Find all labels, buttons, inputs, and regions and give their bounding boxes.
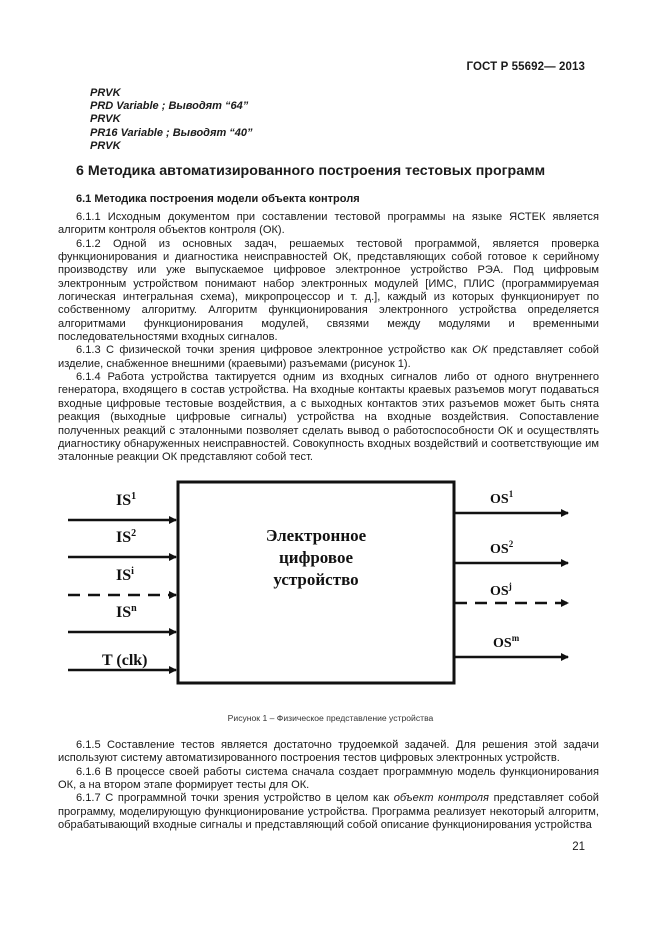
svg-text:OS1: $OS^1$	[490, 489, 514, 507]
code-line: PRVK	[90, 113, 121, 126]
figure-device-diagram	[0, 470, 661, 700]
clock-input-signal	[68, 652, 176, 670]
svg-text:T (clk): T (clk)	[102, 652, 148, 669]
paragraph-6-1-4: 6.1.4 Работа устройства тактируется одним из входных сигналов либо от одного внутреннего генератора, входящего в состав устройства. На входные контакты краевых разъемов могут подаваться входные цифровые тестовые воздействия, а с выходных контактов этих разъемов может быть снята реакция (выходные цифровые сигналы) устройства на входные воздействия. Сопоставление полученных реакций с эталонными позволяет сделать вывод о работоспособности ОК и осуществлять диагностику обнаруженных неисправностей. Совокупность входных воздействий и соответствующие им эталонные реакции ОК представляют собой тест.	[58, 371, 599, 464]
paragraph-6-1-3	[58, 344, 599, 371]
text-run: представляет собой изделие, снабженное внешними (краевыми) разъемами (рисунок 1).	[58, 344, 600, 370]
paragraph-6-1-1: 6.1.1 Исходным документом при составлении тестовой программы на языке ЯСТЕК является алгоритм контроля объектов контроля (ОК).	[58, 211, 599, 237]
code-line: PRD Variable ; Выводят “64”	[90, 100, 249, 113]
svg-text:IS1: $IS^1$	[116, 491, 137, 509]
block-label-line: цифровое	[279, 548, 353, 567]
svg-text:ISn: $IS^n$	[116, 603, 137, 621]
code-listing	[90, 87, 253, 153]
standard-code: ГОСТ Р 55692— 2013	[466, 61, 585, 73]
section-title: 6 Методика автоматизированного построения тестовых программ	[76, 163, 546, 179]
code-line: PR16 Variable ; Выводят “40”	[90, 126, 253, 139]
input-signal	[68, 528, 176, 557]
text-run: 6.1.7 С программной точки зрения устройство в целом как	[76, 792, 394, 805]
block-label-line: Электронное	[265, 526, 367, 545]
emphasis: ОК	[472, 344, 488, 357]
page-number: 21	[572, 841, 585, 853]
body-text-after-figure	[58, 739, 599, 832]
output-signal	[455, 539, 568, 563]
body-text-before-figure	[58, 211, 599, 465]
input-signal-dashed	[68, 566, 176, 595]
figure-caption: Рисунок 1 – Физическое представление устройства	[227, 713, 434, 723]
svg-text:IS2: $IS^2$	[116, 528, 137, 546]
text-run: 6.1.3 С физической точки зрения цифровое электронное устройство как	[76, 344, 473, 357]
paragraph-6-1-2: 6.1.2 Одной из основных задач, решаемых тестовой программой, является проверка функционирования и диагностика неисправностей ОК, представляющих собой готовое к серийному производству или уже выпускаемое цифровое электронное устройство РЭА. Под цифровым электронным устройством понимают набор электронных модулей [ИМС, ПЛИС (программируемая логическая интегральная схема), микропроцессор и т. д.], каждый из которых функционирует по собственному алгоритму. Алгоритм функционирования электронного устройства определяется алгоритмами функционирования модулей, связями между модулями и временными последовательностями входных сигналов.	[58, 237, 599, 344]
block-label-line: устройство	[273, 570, 359, 589]
svg-text:OS2: $OS^2$	[490, 539, 514, 557]
svg-text:ISi: $IS^i$	[116, 566, 134, 584]
svg-text:OSj: $OS^j$	[490, 581, 512, 599]
paragraph-6-1-7	[58, 792, 599, 832]
paragraph-6-1-5: 6.1.5 Составление тестов является достаточно трудоемкой задачей. Для решения этой задачи используют систему автоматизированного построения тестов цифровых электронных устройств.	[58, 739, 599, 765]
emphasis: объект контроля	[393, 792, 489, 805]
output-signal	[455, 633, 568, 657]
code-line: PRVK	[90, 139, 121, 152]
input-signal	[68, 491, 176, 520]
code-line: PRVK	[90, 87, 121, 99]
input-signal	[68, 603, 176, 632]
output-signal-dashed	[455, 581, 568, 603]
svg-text:OSm: $OS^m$	[493, 633, 520, 651]
output-signal	[455, 489, 568, 513]
subsection-title: 6.1 Методика построения модели объекта контроля	[76, 193, 360, 205]
paragraph-6-1-6: 6.1.6 В процессе своей работы система сначала создает программную модель функционирования ОК, а на втором этапе формирует тесты для ОК.	[58, 765, 599, 792]
text-run: представляет собой программу, моделирующую функционирование устройства. Программа реализует некоторый алгоритм, обрабатывающий входные сигналы и представляющий собой описание функционирования устройства	[58, 792, 600, 832]
